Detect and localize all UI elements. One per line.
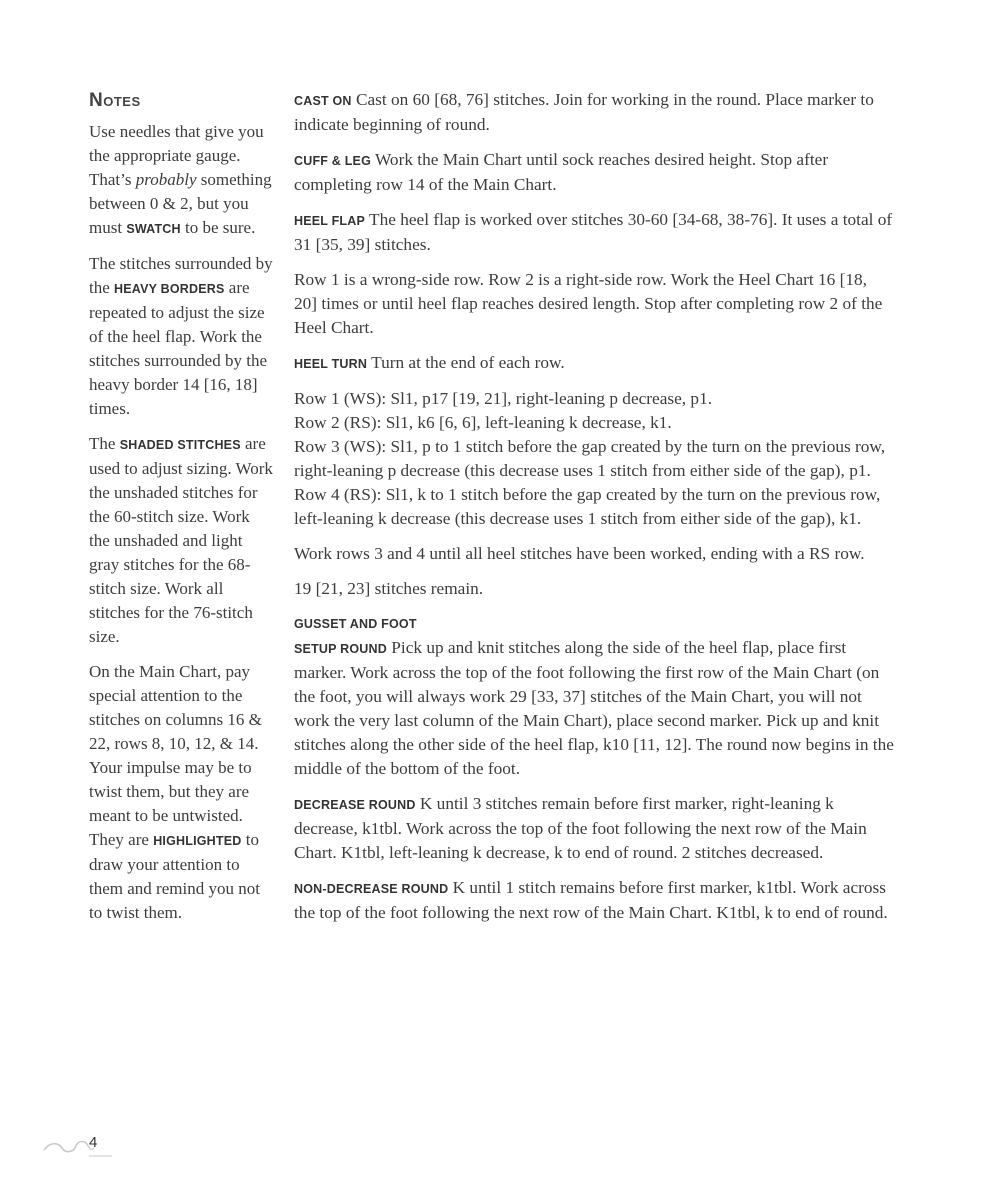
heel-turn-rows — [294, 387, 894, 531]
text-run: On the Main Chart, pay special attention to the stitches on columns 16 & 22, rows 8, 10, 12, & 14. Your impulse may be to twist them, but they are meant to be untwisted. They are — [89, 662, 262, 849]
decrease-round-section — [294, 792, 894, 865]
section-label: DECREASE ROUND — [294, 798, 416, 812]
section-text: The heel flap is worked over stitches 30-60 [34-68, 38-76]. It uses a total of 31 [35, 39] stitches. — [294, 210, 893, 254]
wave-ornament-icon — [42, 1134, 114, 1160]
smallcaps-term: HEAVY BORDERS — [114, 282, 225, 296]
notes-sidebar — [89, 88, 274, 936]
text-run: Use needles that give you the appropriate gauge. That’s — [89, 122, 264, 189]
text-run: something between 0 & 2, but you must — [89, 170, 272, 237]
notes-paragraph-highlighted — [89, 660, 274, 925]
non-decrease-round-section — [294, 876, 894, 925]
heel-turn-row: Row 1 (WS): Sl1, p17 [19, 21], right-leaning p decrease, p1. — [294, 389, 713, 408]
notes-paragraph-borders — [89, 252, 274, 421]
notes-paragraph-shaded — [89, 432, 274, 649]
emphasis-text: probably — [135, 170, 197, 189]
smallcaps-term: SWATCH — [126, 222, 181, 236]
text-run: The stitches surrounded by the — [89, 254, 273, 297]
text-run: are repeated to adjust the size of the heel flap. Work the stitches surrounded by the heavy border 14 [16, 18] times. — [89, 278, 267, 418]
gusset-foot-heading: GUSSET AND FOOT — [294, 617, 417, 631]
cast-on-section — [294, 88, 894, 137]
work-rows-paragraph: Work rows 3 and 4 until all heel stitches have been worked, ending with a RS row. — [294, 544, 865, 563]
notes-heading: Notes — [89, 90, 141, 111]
section-label: NON-DECREASE ROUND — [294, 882, 449, 896]
section-label: SETUP ROUND — [294, 642, 387, 656]
smallcaps-term: HIGHLIGHTED — [153, 834, 242, 848]
text-run: are used to adjust sizing. Work the unshaded stitches for the 60-stitch size. Work the unshaded and light gray stitches for the 68-stitch size. Work all stitches for the 76-stitch size. — [89, 434, 273, 646]
pattern-instructions — [294, 88, 894, 936]
section-text: K until 1 stitch remains before first marker, k1tbl. Work across the top of the foot following the next row of the Main Chart. K1tbl, k to end of round. — [294, 878, 888, 922]
section-label: CUFF & LEG — [294, 154, 371, 168]
section-text: Turn at the end of each row. — [367, 353, 565, 372]
page-number: 4 — [89, 1134, 98, 1151]
section-text: Work the Main Chart until sock reaches desired height. Stop after completing row 14 of the Main Chart. — [294, 150, 829, 194]
heel-flap-rows: Row 1 is a wrong-side row. Row 2 is a right-side row. Work the Heel Chart 16 [18, 20] times or until heel flap reaches desired length. Stop after completing row 2 of the Heel Chart. — [294, 270, 883, 337]
section-text: K until 3 stitches remain before first marker, right-leaning k decrease, k1tbl. Work across the top of the foot following the next row of the Main Chart. K1tbl, left-leaning k decrease, k to end of round. 2 stitches decreased. — [294, 794, 867, 862]
page-footer — [42, 1134, 122, 1160]
heel-flap-section — [294, 208, 894, 257]
heel-turn-row: Row 2 (RS): Sl1, k6 [6, 6], left-leaning k decrease, k1. — [294, 413, 672, 432]
smallcaps-term: SHADED STITCHES — [119, 438, 241, 452]
cuff-leg-section — [294, 148, 894, 197]
text-run: to be sure. — [180, 218, 256, 237]
section-text: Cast on 60 [68, 76] stitches. Join for working in the round. Place marker to indicate beginning of round. — [294, 90, 874, 134]
section-label: HEEL TURN — [294, 357, 368, 371]
notes-paragraph-needles — [89, 120, 274, 241]
section-text: Pick up and knit stitches along the side of the heel flap, place first marker. Work across the top of the foot following the first row of the Main Chart (on the foot, you will always work 29 [33, 37] stitches of the Main Chart, you will not work the very last column of the Main Chart), place second marker. Pick up and knit stitches along the other side of the heel flap, k10 [11, 12]. The round now begins in the middle of the bottom of the foot. — [294, 638, 894, 778]
heel-turn-row: Row 4 (RS): Sl1, k to 1 stitch before the gap created by the turn on the previous row, left-leaning k decrease (this decrease uses 1 stitch from either side of the gap), k1. — [294, 485, 881, 528]
heel-turn-row: Row 3 (WS): Sl1, p to 1 stitch before the gap created by the turn on the previous row, right-leaning p decrease (this decrease uses 1 stitch from either side of the gap), p1. — [294, 437, 886, 480]
section-label: CAST ON — [294, 94, 352, 108]
stitches-remain: 19 [21, 23] stitches remain. — [294, 579, 484, 598]
text-run: The — [89, 434, 120, 453]
section-label: HEEL FLAP — [294, 214, 366, 228]
setup-round-section — [294, 636, 894, 781]
heel-turn-section — [294, 351, 894, 376]
text-run: to draw your attention to them and remind you not to twist them. — [89, 830, 260, 922]
